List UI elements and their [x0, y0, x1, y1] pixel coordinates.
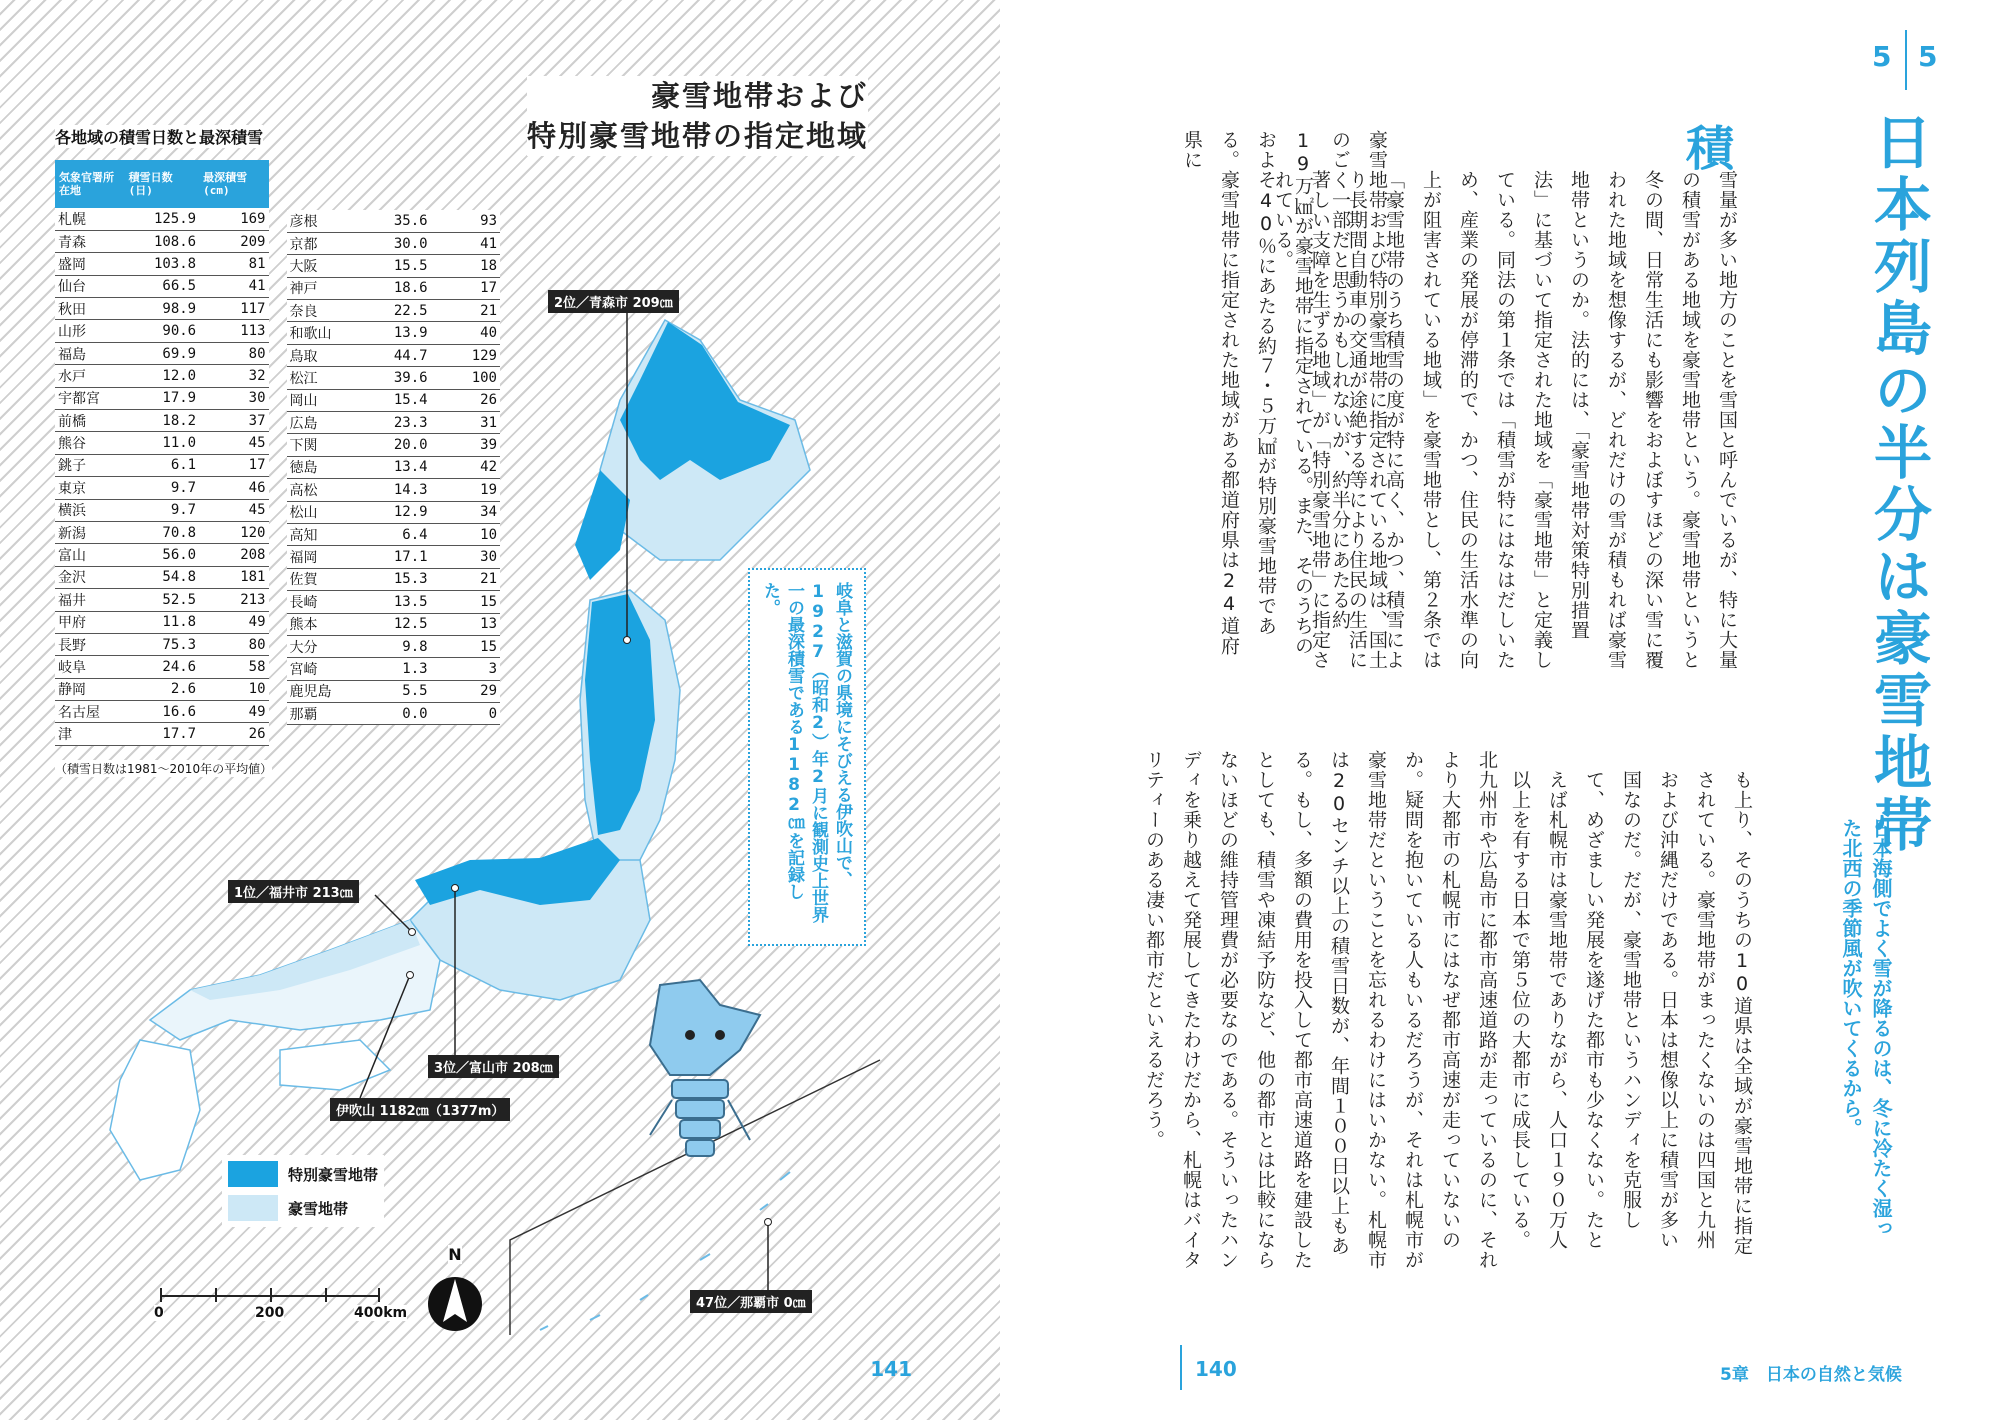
cell-depth: 120	[199, 521, 268, 543]
table-row	[55, 342, 269, 364]
map-title	[527, 76, 868, 156]
scale-label-0: 0	[154, 1305, 164, 1321]
callout-fukui: 1位／福井市 213㎝	[228, 880, 359, 903]
cell-days: 66.5	[125, 275, 200, 297]
table-row	[287, 367, 501, 389]
cell-days: 98.9	[125, 298, 200, 320]
article-para4: 北九州市や広島市に都市高速道路が走っているのに、それより大都市の札幌市にはなぜ都市高速が走っていないのか。疑問を抱いている人もいるだろうが、それは札幌市が豪雪地帯だということを忘れるわけにはいかない。札幌市は20センチ以上の積雪日数が、年間１００日以上もある。もし、多額の費用を投入して都市高速道路を建設したとしても、積雪や凍結予防など、他の都市とは比較にならないほどの維持管理費が必要なのである。そういったハンディを乗り越えて発展してきたわけだから、札幌はバイタリティーのある凄い都市だといえるだろう。	[1143, 750, 1498, 1270]
cell-days: 56.0	[125, 544, 200, 566]
ibuki-note	[748, 568, 866, 946]
cell-location: 青森	[55, 230, 125, 252]
cell-location: 彦根	[287, 210, 357, 232]
footer-divider	[1180, 1345, 1182, 1390]
table-row	[287, 479, 501, 501]
cell-depth: 93	[431, 210, 500, 232]
cell-location: 静岡	[55, 678, 125, 700]
cell-location: 岡山	[287, 389, 357, 411]
section-divider	[1905, 30, 1907, 90]
cell-days: 11.8	[125, 611, 200, 633]
table-row	[55, 410, 269, 432]
cell-days: 2.6	[125, 678, 200, 700]
table-row	[287, 546, 501, 568]
cell-location: 和歌山	[287, 322, 357, 344]
cell-days: 70.8	[125, 521, 200, 543]
table-caption: 各地域の積雪日数と最深積雪	[55, 125, 263, 148]
table-row	[287, 255, 501, 277]
footer-chapter: 5章 日本の自然と気候	[1720, 1365, 1902, 1385]
cell-depth: 32	[199, 365, 268, 387]
cell-depth: 10	[431, 523, 500, 545]
section-number-right: 5	[1918, 40, 1938, 73]
cell-depth: 129	[431, 344, 500, 366]
cell-location: 名古屋	[55, 701, 125, 723]
table-row	[55, 678, 269, 700]
cell-depth: 34	[431, 501, 500, 523]
cell-days: 12.5	[356, 613, 430, 635]
cell-location: 秋田	[55, 298, 125, 320]
cell-location: 甲府	[55, 611, 125, 633]
cell-days: 13.5	[356, 591, 430, 613]
cell-location: 新潟	[55, 521, 125, 543]
table-row	[287, 232, 501, 254]
cell-days: 35.6	[356, 210, 430, 232]
cell-days: 13.9	[356, 322, 430, 344]
cell-location: 銚子	[55, 454, 125, 476]
table-row	[287, 389, 501, 411]
table-row	[55, 589, 269, 611]
cell-location: 長野	[55, 633, 125, 655]
table-row	[55, 611, 269, 633]
page-number-left: 141	[870, 1357, 912, 1381]
article-title: 日本列島の半分は豪雪地帯	[1864, 112, 1932, 856]
table-row	[287, 434, 501, 456]
cell-depth: 181	[199, 566, 268, 588]
cell-depth: 80	[199, 633, 268, 655]
ibuki-note-text: 岐阜と滋賀の県境にそびえる伊吹山で、1927（昭和2）年2月に観測史上世界一の最深積雪である1182㎝を記録した。	[760, 582, 852, 923]
cell-location: 広島	[287, 412, 357, 434]
cell-depth: 58	[199, 656, 268, 678]
cell-days: 44.7	[356, 344, 430, 366]
cell-days: 103.8	[125, 253, 200, 275]
table-row	[287, 703, 501, 725]
table-row	[55, 432, 269, 454]
callout-ibuki: 伊吹山 1182㎝（1377m）	[330, 1098, 510, 1121]
cell-days: 18.6	[356, 277, 430, 299]
table-row	[55, 230, 269, 252]
cell-location: 鳥取	[287, 344, 357, 366]
table-row	[287, 591, 501, 613]
table-row	[55, 253, 269, 275]
cell-days: 108.6	[125, 230, 200, 252]
cell-location: 長崎	[287, 591, 357, 613]
cell-days: 6.1	[125, 454, 200, 476]
kyushu	[110, 1040, 200, 1180]
scale-label-400: 400km	[354, 1305, 408, 1321]
cell-depth: 46	[199, 477, 268, 499]
table-note: （積雪日数は1981～2010年の平均値）	[55, 761, 273, 776]
cell-days: 39.6	[356, 367, 430, 389]
table-row	[55, 566, 269, 588]
cell-days: 15.4	[356, 389, 430, 411]
cell-depth: 15	[431, 591, 500, 613]
legend-special-label: 特別豪雪地帯	[288, 1165, 379, 1184]
cell-location: 大阪	[287, 255, 357, 277]
cell-days: 16.6	[125, 701, 200, 723]
cell-depth: 41	[431, 232, 500, 254]
chubu-special	[415, 838, 620, 905]
cell-days: 0.0	[356, 703, 430, 725]
table-row	[55, 633, 269, 655]
cell-days: 17.9	[125, 387, 200, 409]
north-arrow	[425, 1245, 485, 1345]
cell-depth: 213	[199, 589, 268, 611]
cell-days: 75.3	[125, 633, 200, 655]
cell-depth: 81	[199, 253, 268, 275]
cell-days: 9.8	[356, 635, 430, 657]
cell-depth: 3	[431, 658, 500, 680]
cell-depth: 209	[199, 230, 268, 252]
article-para1: 雪量が多い地方のことを雪国と呼んでいるが、特に大量の積雪がある地域を豪雪地帯という。豪雪地帯というと冬の間、日常生活にも影響をおよぼすほどの深い雪に覆われた地域を想像するが、どれだけの雪が積もれば豪雪地帯というのか。法的には、「豪雪地帯対策特別措置法」に基づいて指定された地域を「豪雪地帯」と定義している。同法の第１条では「積雪が特にはなはだしいため、産業の発展が停滞的で、かつ、住民の生活水準の向上が阻害されている地域」を豪雪地帯とし、第２条では「豪雪地帯のうち積雪の度が特に高く、かつ、積雪により長期間自動車の交通が途絶する等により住民の生活に著しい支障を生ずる地域」が「特別豪雪地帯」に指定されている。	[1272, 170, 1738, 670]
cell-location: 那覇	[287, 703, 357, 725]
cell-days: 18.2	[125, 410, 200, 432]
cell-location: 大分	[287, 635, 357, 657]
compass-icon	[425, 1264, 485, 1334]
cell-location: 宇都宮	[55, 387, 125, 409]
table-row	[287, 322, 501, 344]
snow-table-left	[55, 160, 269, 746]
table-row	[55, 387, 269, 409]
scale-bar	[140, 1285, 408, 1325]
cell-days: 15.3	[356, 568, 430, 590]
cell-location: 福井	[55, 589, 125, 611]
cell-depth: 42	[431, 456, 500, 478]
cell-location: 奈良	[287, 300, 357, 322]
cell-location: 高知	[287, 523, 357, 545]
table-row	[55, 454, 269, 476]
table-row	[287, 523, 501, 545]
cell-depth: 13	[431, 613, 500, 635]
cell-location: 下関	[287, 434, 357, 456]
cell-depth: 117	[199, 298, 268, 320]
cell-location: 前橋	[55, 410, 125, 432]
table-row	[287, 412, 501, 434]
table-row	[55, 298, 269, 320]
cell-depth: 45	[199, 499, 268, 521]
cell-location: 岐阜	[55, 656, 125, 678]
cell-location: 盛岡	[55, 253, 125, 275]
cell-depth: 26	[199, 723, 268, 745]
cell-days: 23.3	[356, 412, 430, 434]
article-para3: も上り、そのうちの10道県は全域が豪雪地帯に指定されている。豪雪地帯がまったくないのは四国と九州および沖縄だけである。日本は想像以上に積雪が多い国なのだ。だが、豪雪地帯というハンディを克服して、めざましい発展を遂げた都市も少なくない。たとえば札幌市は豪雪地帯でありながら、人口１９０万人以上を有する日本で第５位の大都市に成長している。	[1509, 770, 1753, 1256]
cell-days: 125.9	[125, 208, 200, 230]
cell-depth: 49	[199, 701, 268, 723]
cell-days: 52.5	[125, 589, 200, 611]
page-number-right: 140	[1195, 1357, 1237, 1381]
cell-days: 12.9	[356, 501, 430, 523]
cell-location: 松江	[287, 367, 357, 389]
cell-days: 17.7	[125, 723, 200, 745]
table-row	[287, 210, 501, 232]
table-row	[55, 208, 269, 230]
cell-depth: 31	[431, 412, 500, 434]
cell-location: 熊本	[287, 613, 357, 635]
cell-days: 5.5	[356, 680, 430, 702]
legend-heavy-label: 豪雪地帯	[288, 1199, 349, 1218]
table-row	[55, 701, 269, 723]
table-row	[55, 275, 269, 297]
cell-location: 徳島	[287, 456, 357, 478]
callout-toyama: 3位／富山市 208㎝	[428, 1055, 559, 1078]
cell-location: 山形	[55, 320, 125, 342]
cell-location: 熊谷	[55, 432, 125, 454]
cell-depth: 0	[431, 703, 500, 725]
snow-table-block	[55, 125, 500, 777]
table-row	[287, 635, 501, 657]
header-days: 積雪日数(日)	[125, 160, 200, 208]
cell-days: 13.4	[356, 456, 430, 478]
cell-location: 津	[55, 723, 125, 745]
cell-days: 69.9	[125, 342, 200, 364]
legend-heavy	[228, 1191, 378, 1225]
cell-days: 30.0	[356, 232, 430, 254]
table-row	[55, 320, 269, 342]
cell-days: 9.7	[125, 477, 200, 499]
cell-days: 15.5	[356, 255, 430, 277]
table-row	[55, 656, 269, 678]
legend-special-swatch	[228, 1161, 278, 1187]
cell-depth: 21	[431, 300, 500, 322]
table-row	[287, 680, 501, 702]
callout-aomori: 2位／青森市 209㎝	[548, 290, 679, 313]
hokkaido-special	[620, 322, 790, 480]
table-row	[287, 658, 501, 680]
cell-location: 宮崎	[287, 658, 357, 680]
table-row	[287, 501, 501, 523]
table-row	[287, 277, 501, 299]
cell-depth: 80	[199, 342, 268, 364]
cell-location: 高松	[287, 479, 357, 501]
header-location: 気象官署所在地	[55, 160, 125, 208]
cell-depth: 30	[199, 387, 268, 409]
cell-days: 17.1	[356, 546, 430, 568]
cell-days: 12.0	[125, 365, 200, 387]
cell-depth: 17	[199, 454, 268, 476]
cell-location: 京都	[287, 232, 357, 254]
snow-table-right	[287, 210, 501, 725]
table-row	[55, 521, 269, 543]
cell-days: 90.6	[125, 320, 200, 342]
table-row	[287, 300, 501, 322]
cell-location: 仙台	[55, 275, 125, 297]
scale-label-200: 200	[255, 1305, 285, 1321]
cell-location: 金沢	[55, 566, 125, 588]
cell-days: 11.0	[125, 432, 200, 454]
cell-location: 横浜	[55, 499, 125, 521]
map-title-line2: 特別豪雪地帯の指定地域	[527, 116, 868, 156]
table-row	[287, 613, 501, 635]
drop-initial: 積	[1686, 121, 1735, 177]
cell-location: 水戸	[55, 365, 125, 387]
table-row	[55, 544, 269, 566]
cell-depth: 10	[199, 678, 268, 700]
cell-depth: 40	[431, 322, 500, 344]
cell-depth: 208	[199, 544, 268, 566]
cell-depth: 18	[431, 255, 500, 277]
table-row	[287, 456, 501, 478]
cell-depth: 30	[431, 546, 500, 568]
cell-depth: 49	[199, 611, 268, 633]
cell-location: 東京	[55, 477, 125, 499]
cell-depth: 19	[431, 479, 500, 501]
cell-depth: 113	[199, 320, 268, 342]
table-row	[55, 365, 269, 387]
cell-depth: 21	[431, 568, 500, 590]
cell-location: 佐賀	[287, 568, 357, 590]
cell-depth: 15	[431, 635, 500, 657]
cell-depth: 45	[199, 432, 268, 454]
table-row	[287, 344, 501, 366]
cell-days: 54.8	[125, 566, 200, 588]
article-para2: 豪雪地帯および特別豪雪地帯に指定されている地域は、国土のごく一部だと思うかもしれないが、約半分にあたる約19万㎢が豪雪地帯に指定されている。また、そのうちのおよそ40％にあたる約７・５万㎢が特別豪雪地帯である。豪雪地帯に指定された地域がある都道府県は24道府県に	[1181, 130, 1388, 670]
cell-days: 20.0	[356, 434, 430, 456]
cell-location: 福島	[55, 342, 125, 364]
table-row	[287, 568, 501, 590]
table-row	[55, 723, 269, 745]
table-row	[55, 477, 269, 499]
cell-depth: 17	[431, 277, 500, 299]
legend-special	[228, 1157, 378, 1191]
cell-days: 1.3	[356, 658, 430, 680]
cell-location: 神戸	[287, 277, 357, 299]
map-title-line1: 豪雪地帯および	[527, 76, 868, 116]
cell-depth: 26	[431, 389, 500, 411]
legend-heavy-swatch	[228, 1195, 278, 1221]
cell-location: 札幌	[55, 208, 125, 230]
cell-depth: 29	[431, 680, 500, 702]
table-row	[55, 499, 269, 521]
header-depth: 最深積雪(cm)	[199, 160, 268, 208]
cell-depth: 100	[431, 367, 500, 389]
cell-days: 22.5	[356, 300, 430, 322]
cell-location: 富山	[55, 544, 125, 566]
cell-days: 6.4	[356, 523, 430, 545]
cell-days: 9.7	[125, 499, 200, 521]
article-subtitle: 日本海側でよく雪が降るのは、冬に冷たく湿った北西の季節風が吹いてくるから。	[1839, 818, 1893, 1238]
cell-days: 14.3	[356, 479, 430, 501]
north-label: N	[448, 1245, 462, 1264]
section-number-left: 5	[1872, 40, 1892, 73]
cell-depth: 37	[199, 410, 268, 432]
cell-location: 鹿児島	[287, 680, 357, 702]
callout-naha: 47位／那覇市 0㎝	[690, 1290, 812, 1313]
cell-depth: 39	[431, 434, 500, 456]
map-legend	[222, 1155, 384, 1227]
cell-depth: 41	[199, 275, 268, 297]
cell-location: 松山	[287, 501, 357, 523]
cell-location: 福岡	[287, 546, 357, 568]
mascot-illustration	[650, 980, 760, 1156]
cell-depth: 169	[199, 208, 268, 230]
cell-days: 24.6	[125, 656, 200, 678]
